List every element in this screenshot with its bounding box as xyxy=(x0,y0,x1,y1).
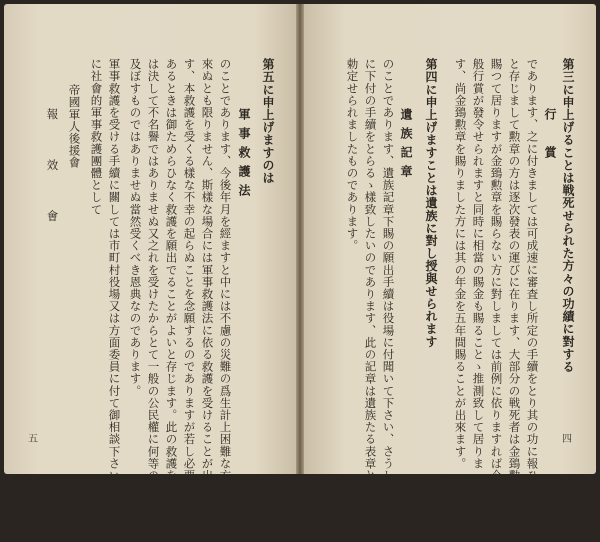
left-line-05: す、本救護を受くる樣な不幸の起らぬことを念願するのでありますが若し必要の xyxy=(182,58,197,494)
left-line-04: 來ぬとも限りません、斯樣な場合には軍事救護法に依る救護を受けることが出來ま xyxy=(200,58,215,506)
right-line-01: 第三に申上げることは戦死せられた方々の功績に對する xyxy=(561,58,575,373)
right-page-number: 四 xyxy=(562,434,572,445)
right-line-03: であります、之に付きましては可成速に審査し所定の手續をとり其の功に報ひたい xyxy=(525,58,540,506)
right-line-06: 般行賞が發令せられますと同時に相當の賜金も賜ることゝ推測致して居りま xyxy=(471,58,486,470)
section-heading-gyosho: 行 賞 xyxy=(543,108,557,165)
book-gutter xyxy=(296,4,304,474)
right-line-04: と存じまして勲章の方は逐次發表の運びに在ります、大部分の戦死者は金鵄勲章を xyxy=(507,58,522,506)
right-line-11: に下付の手續をとらるゝ樣致したいのであります、此の記章は遺族たる表章として xyxy=(363,58,378,506)
right-line-08: 第四に申上げますことは遺族に對し授與せられます xyxy=(424,58,438,348)
left-line-07: は決して不名譽ではありませぬ又之れを受けたからとて一般の公民權に何等の關係を xyxy=(146,58,161,518)
left-line-08: 及ぼすものではありませぬ當然受くべき恩典なのであります。 xyxy=(128,58,143,397)
section-heading-gunji-kyugo-ho: 軍事救護法 xyxy=(237,108,251,203)
left-line-01: 第五に申上げますのは xyxy=(261,58,275,184)
org-name-teikoku-gunjin-koenkai: 帝國軍人後援會 xyxy=(67,84,82,169)
right-line-05: 賜つて居りますが金鵄勲章を賜らない方に對しましては前例に依りますれば今後一 xyxy=(489,58,504,506)
left-line-10: に社會的軍事救護團體として xyxy=(89,58,104,216)
left-line-06: あるときは御ためらひなく救護を願出でることがよいと存じます。此の救護を受くること xyxy=(164,58,179,542)
right-line-07: す、尚金鵄勲章を賜りました方には其の年金を五年間賜ることが出來ます。 xyxy=(453,58,468,470)
section-heading-izoku-kisho: 遺族記章 xyxy=(399,108,413,184)
right-line-10: のことであります、遺族記章下賜の願出手續は役場に付聞いて下さい、さうして速 xyxy=(381,58,396,506)
left-line-03: のことであります、今後年月を經ますと中には不慮の災難の爲生計上困難な方が出 xyxy=(218,58,233,506)
right-line-12: 勅定せられましたものであります。 xyxy=(345,58,360,252)
left-line-09: 軍事救護を受ける手續に關しては市町村役場又は方面委員に付て御相談下さい。更 xyxy=(107,58,122,506)
left-page-number: 五 xyxy=(28,434,38,445)
org-name-hokokai: 報 效 會 xyxy=(45,108,60,236)
